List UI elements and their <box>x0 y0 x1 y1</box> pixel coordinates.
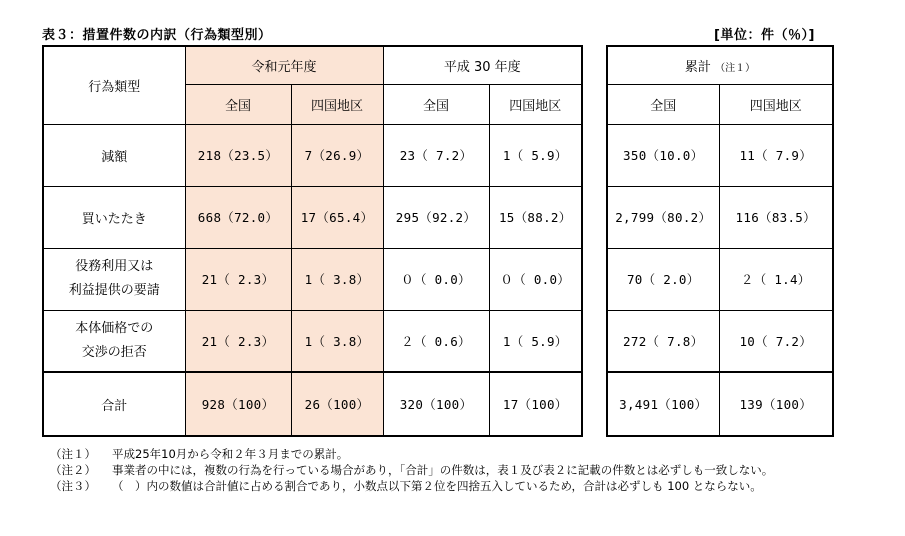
header-cumulative-shikoku: 四国地区 <box>719 84 833 124</box>
table-row <box>43 248 582 310</box>
table-row <box>607 248 833 310</box>
cell-reiwa1-national: 218（23.5） <box>185 124 291 186</box>
header-cumulative-national: 全国 <box>607 84 719 124</box>
total-reiwa1-shikoku: 26（100） <box>291 372 383 436</box>
total-label: 合計 <box>43 372 185 436</box>
header-type: 行為類型 <box>43 46 185 124</box>
row-label <box>43 248 185 310</box>
unit-label: [単位：件（％）] <box>714 28 815 43</box>
cell-cumulative-national: 272（ 7.8） <box>607 310 719 372</box>
cell-reiwa1-shikoku: 7（26.9） <box>291 124 383 186</box>
cell-heisei30-shikoku: 1（ 5.9） <box>489 310 582 372</box>
total-heisei30-shikoku: 17（100） <box>489 372 582 436</box>
cell-cumulative-shikoku: 11（ 7.9） <box>719 124 833 186</box>
row-label <box>43 310 185 372</box>
total-cumulative-shikoku: 139（100） <box>719 372 833 436</box>
table-row <box>43 186 582 248</box>
table-row <box>43 310 582 372</box>
cell-cumulative-national: 70（ 2.0） <box>607 248 719 310</box>
note-label: （注２） <box>50 463 96 477</box>
cell-heisei30-national: 295（92.2） <box>383 186 489 248</box>
cell-heisei30-national: ２（ 0.6） <box>383 310 489 372</box>
row-label <box>43 186 185 248</box>
note-text: （ ）内の数値は合計値に占める割合であり，小数点以下第２位を四捨五入しているため，合計は必ずしも 100 とならない。 <box>112 479 762 493</box>
note-3 <box>42 478 862 494</box>
header-cumulative-note: （注１） <box>715 62 756 74</box>
cumulative-table <box>606 45 834 437</box>
note-label: （注１） <box>50 447 96 461</box>
cell-reiwa1-national: 21（ 2.3） <box>185 248 291 310</box>
cell-heisei30-shikoku: 15（88.2） <box>489 186 582 248</box>
total-heisei30-national: 320（100） <box>383 372 489 436</box>
row-label-line1: 買いたたき <box>81 211 147 227</box>
table-title: 表３：措置件数の内訳（行為類型別） <box>42 28 272 43</box>
header-heisei30-shikoku: 四国地区 <box>489 84 582 124</box>
cell-cumulative-national: 2,799（80.2） <box>607 186 719 248</box>
notes <box>42 446 862 494</box>
cell-cumulative-shikoku: ２（ 1.4） <box>719 248 833 310</box>
cell-reiwa1-national: 668（72.0） <box>185 186 291 248</box>
total-cumulative-national: 3,491（100） <box>607 372 719 436</box>
note-text: 平成25年10月から令和２年３月までの累計。 <box>112 447 349 461</box>
total-row <box>607 372 833 436</box>
total-row <box>43 372 582 436</box>
note-1 <box>42 446 862 462</box>
cell-heisei30-shikoku: ０（ 0.0） <box>489 248 582 310</box>
cell-reiwa1-shikoku: 1（ 3.8） <box>291 248 383 310</box>
main-table <box>42 45 583 437</box>
row-label-line2: 利益提供の要請 <box>68 283 160 298</box>
header-reiwa1: 令和元年度 <box>185 46 383 84</box>
cell-heisei30-national: 23（ 7.2） <box>383 124 489 186</box>
cell-reiwa1-shikoku: 1（ 3.8） <box>291 310 383 372</box>
header-cumulative <box>607 46 833 84</box>
note-text: 事業者の中には，複数の行為を行っている場合があり，「合計」の件数は，表１及び表２に記載の件数とは必ずしも一致しない。 <box>112 463 774 477</box>
cell-cumulative-national: 350（10.0） <box>607 124 719 186</box>
table-row <box>43 124 582 186</box>
row-label <box>43 124 185 186</box>
row-label-line1: 減額 <box>101 149 128 165</box>
note-label: （注３） <box>50 479 96 493</box>
table-row <box>607 124 833 186</box>
header-cumulative-label: 累計 <box>684 59 711 75</box>
header-reiwa1-shikoku: 四国地区 <box>291 84 383 124</box>
header-heisei30: 平成 30 年度 <box>383 46 582 84</box>
table-row <box>607 186 833 248</box>
header-heisei30-national: 全国 <box>383 84 489 124</box>
row-label-line1: 本体価格での <box>75 320 154 336</box>
cell-reiwa1-national: 21（ 2.3） <box>185 310 291 372</box>
note-2 <box>42 462 862 478</box>
row-label-line2: 交渉の拒否 <box>81 344 147 360</box>
cell-heisei30-shikoku: 1（ 5.9） <box>489 124 582 186</box>
cell-cumulative-shikoku: 116（83.5） <box>719 186 833 248</box>
cell-cumulative-shikoku: 10（ 7.2） <box>719 310 833 372</box>
header-reiwa1-national: 全国 <box>185 84 291 124</box>
total-reiwa1-national: 928（100） <box>185 372 291 436</box>
row-label-line1: 役務利用又は <box>75 259 154 274</box>
cell-reiwa1-shikoku: 17（65.4） <box>291 186 383 248</box>
cell-heisei30-national: ０（ 0.0） <box>383 248 489 310</box>
table-row <box>607 310 833 372</box>
